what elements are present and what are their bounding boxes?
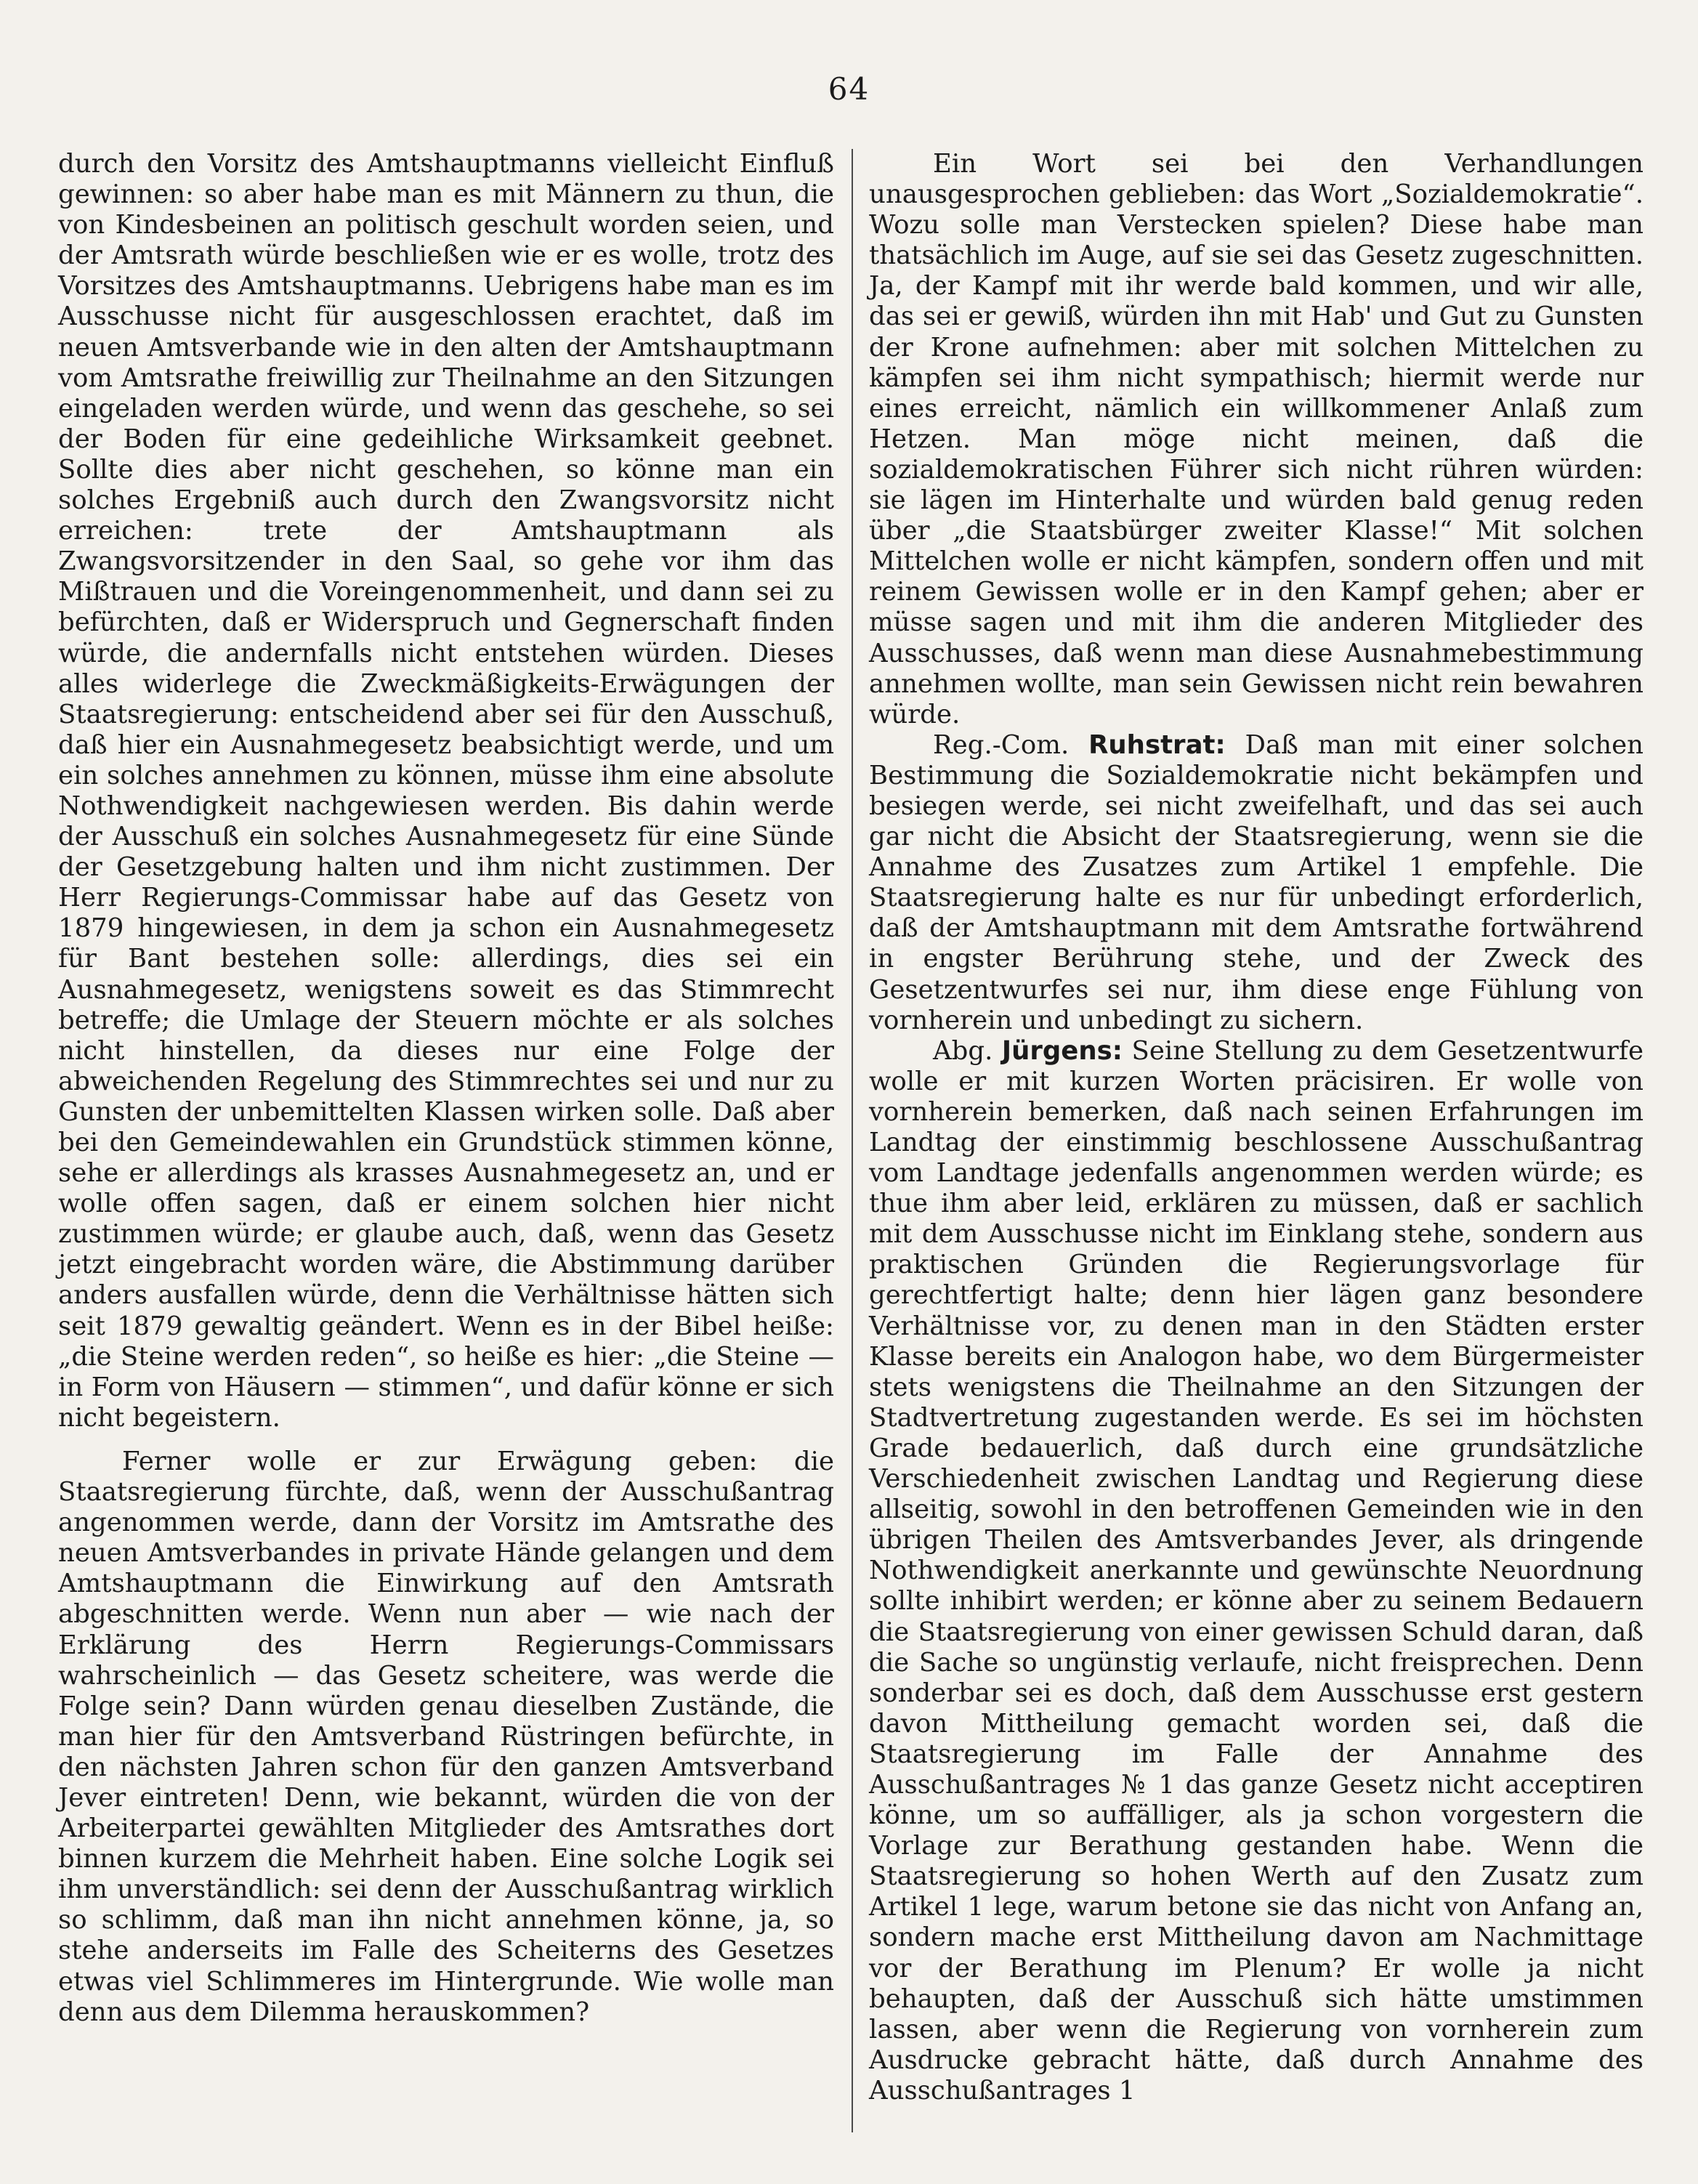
right-paragraph-2 bbox=[869, 730, 1644, 1036]
speaker-name-juergens: Jürgens: bbox=[1001, 1035, 1123, 1066]
right-paragraph-3 bbox=[869, 1036, 1644, 2106]
speaker-title: Abg. bbox=[933, 1035, 1002, 1066]
left-paragraph-1: durch den Vorsitz des Amtshauptmanns vielleicht Einfluß gewinnen: so aber habe man es mit Männern zu thun, die von Kindesbeinen an politisch geschult worden seien, und der Amtsrath würde beschließen wie er es wolle, trotz des Vorsitzes des Amtshauptmanns. Uebrigens habe man es im Ausschusse nicht für ausgeschlossen erachtet, daß im neuen Amtsverbande wie in den alten der Amtshauptmann vom Amtsrathe freiwillig zur Theilnahme an den Sitzungen eingeladen werden würde, und wenn das geschehe, so sei der Boden für eine gedeihliche Wirksamkeit geebnet. Sollte dies aber nicht geschehen, so könne man ein solches Ergebniß auch durch den Zwangsvorsitz nicht erreichen: trete der Amtshauptmann als Zwangsvorsitzender in den Saal, so gehe vor ihm das Mißtrauen und die Voreingenommenheit, und dann sei zu befürchten, daß er Widerspruch und Gegnerschaft finden würde, die andernfalls nicht entstehen würden. Dieses alles widerlege die Zweckmäßigkeits-Erwägungen der Staatsregierung: entscheidend aber sei für den Ausschuß, daß hier ein Ausnahmegesetz beabsichtigt werde, und um ein solches annehmen zu können, müsse ihm eine absolute Nothwendigkeit nachgewiesen werden. Bis dahin werde der Ausschuß ein solches Ausnahmegesetz für eine Sünde der Gesetzgebung halten und ihm nicht zustimmen. Der Herr Regierungs-Commissar habe auf das Gesetz von 1879 hingewiesen, in dem ja schon ein Ausnahmegesetz für Bant bestehen solle: allerdings, dies sei ein Ausnahmegesetz, wenigstens soweit es das Stimmrecht betreffe; die Umlage der Steuern möchte er als solches nicht hinstellen, da dieses nur eine Folge der abweichenden Regelung des Stimmrechtes sei und nur zu Gunsten der unbemittelten Klassen wirken solle. Daß aber bei den Gemeindewahlen ein Grundstück stimmen könne, sehe er allerdings als krasses Ausnahmegesetz an, und er wolle offen sagen, daß er einem solchen hier nicht zustimmen würde; er glaube auch, daß, wenn das Gesetz jetzt eingebracht worden wäre, die Abstimmung darüber anders ausfallen würde, denn die Verhältnisse hätten sich seit 1879 gewaltig geändert. Wenn es in der Bibel heiße: „die Steine werden reden“, so heiße es hier: „die Steine — in Form von Häusern — stimmen“, und dafür könne er sich nicht begeistern. bbox=[58, 149, 834, 1433]
left-paragraph-2: Ferner wolle er zur Erwägung geben: die Staatsregierung fürchte, daß, wenn der Ausschußantrag angenommen werde, dann der Vorsitz im Amtsrathe des neuen Amtsverbandes in private Hände gelangen und dem Amtshauptmann die Einwirkung auf den Amtsrath abgeschnitten werde. Wenn nun aber — wie nach der Erklärung des Herrn Regierungs-Commissars wahrscheinlich — das Gesetz scheitere, was werde die Folge sein? Dann würden genau dieselben Zustände, die man hier für den Amtsverband Rüstringen befürchte, in den nächsten Jahren schon für den ganzen Amtsverband Jever eintreten! Denn, wie bekannt, würden die von der Arbeiterpartei gewählten Mitglieder des Amtsrathes dort binnen kurzem die Mehrheit haben. Eine solche Logik sei ihm unverständlich: sei denn der Ausschußantrag wirklich so schlimm, daß man ihn nicht annehmen könne, ja, so stehe anderseits im Falle des Scheiterns des Gesetzes etwas viel Schlimmeres im Hintergrunde. Wie wolle man denn aus dem Dilemma herauskommen? bbox=[58, 1446, 834, 2027]
speaker-name-ruhstrat: Ruhstrat: bbox=[1088, 729, 1226, 760]
right-column bbox=[869, 149, 1644, 2106]
right-paragraph-1: Ein Wort sei bei den Verhandlungen unausgesprochen geblieben: das Wort „Sozialdemokratie“. Wozu solle man Verstecken spielen? Diese habe man thatsächlich im Auge, auf sie sei das Gesetz zugeschnitten. Ja, der Kampf mit ihr werde bald kommen, und wir alle, das sei er gewiß, würden ihn mit Hab' und Gut zu Gunsten der Krone aufnehmen: aber mit solchen Mittelchen zu kämpfen sei ihm nicht sympathisch; hiermit werde nur eines erreicht, nämlich ein willkommener Anlaß zum Hetzen. Man möge nicht meinen, daß die sozialdemokratischen Führer sich nicht rühren würden: sie lägen im Hinterhalte und würden bald genug reden über „die Staatsbürger zweiter Klasse!“ Mit solchen Mittelchen wolle er nicht kämpfen, sondern offen und mit reinem Gewissen wolle er in den Kampf gehen; aber er müsse sagen und mit ihm die anderen Mitglieder des Ausschusses, daß wenn man diese Ausnahmebestimmung annehmen wollte, man sein Gewissen nicht rein bewahren würde. bbox=[869, 149, 1644, 729]
left-column bbox=[58, 149, 834, 2028]
speech-text: Seine Stellung zu dem Gesetzentwurfe wolle er mit kurzen Worten präcisiren. Er wolle von vornherein bemerken, daß nach seinen Erfahrungen im Landtag der einstimmig beschlossene Ausschußantrag vom Landtage jedenfalls angenommen werden würde; es thue ihm aber leid, erklären zu müssen, daß er sachlich mit dem Ausschusse nicht im Einklang stehe, sondern aus praktischen Gründen die Regierungsvorlage für gerechtfertigt halte; denn hier lägen ganz besondere Verhältnisse vor, zu denen man in den Städten erster Klasse bereits ein Analogon habe, wo dem Bürgermeister stets wenigstens die Theilnahme an den Sitzungen der Stadtvertretung zugestanden werde. Es sei im höchsten Grade bedauerlich, daß durch eine grundsätzliche Verschiedenheit zwischen Landtag und Regierung diese allseitig, sowohl in den betroffenen Gemeinden wie in den übrigen Theilen des Amtsverbandes Jever, als dringende Nothwendigkeit anerkannte und gewünschte Neuordnung sollte inhibirt werden; er könne aber zu seinem Bedauern die Staatsregierung von einer gewissen Schuld daran, daß die Sache so ungünstig verlaufe, nicht freisprechen. Denn sonderbar sei es doch, daß dem Ausschusse erst gestern davon Mittheilung gemacht worden sei, daß die Staatsregierung im Falle der Annahme des Ausschußantrages № 1 das ganze Gesetz nicht acceptiren könne, um so auffälliger, als ja schon vorgestern die Vorlage zur Berathung gestanden habe. Wenn die Staatsregierung so hohen Werth auf den Zusatz zum Artikel 1 lege, warum betone sie das nicht von Anfang an, sondern mache erst Mittheilung davon am Nachmittage vor der Berathung im Plenum? Er wolle ja nicht behaupten, daß der Ausschuß sich hätte umstimmen lassen, aber wenn die Regierung von vornherein zum Ausdrucke gebracht hätte, daß durch Annahme des Ausschußantrages 1 bbox=[869, 1035, 1644, 2106]
speech-text: Daß man mit einer solchen Bestimmung die Sozialdemokratie nicht bekämpfen und besiegen werde, sei nicht zweifelhaft, und das sei auch gar nicht die Absicht der Staatsregierung, wenn sie die Annahme des Zusatzes zum Artikel 1 empfehle. Die Staatsregierung halte es nur für unbedingt erforderlich, daß der Amtshauptmann mit dem Amtsrathe fortwährend in engster Berührung stehe, und der Zweck des Gesetzentwurfes sei nur, ihm diese enge Fühlung von vornherein und unbedingt zu sichern. bbox=[869, 729, 1644, 1035]
speaker-title: Reg.-Com. bbox=[933, 729, 1089, 760]
column-divider bbox=[852, 149, 853, 2132]
page-number: 64 bbox=[828, 71, 870, 107]
